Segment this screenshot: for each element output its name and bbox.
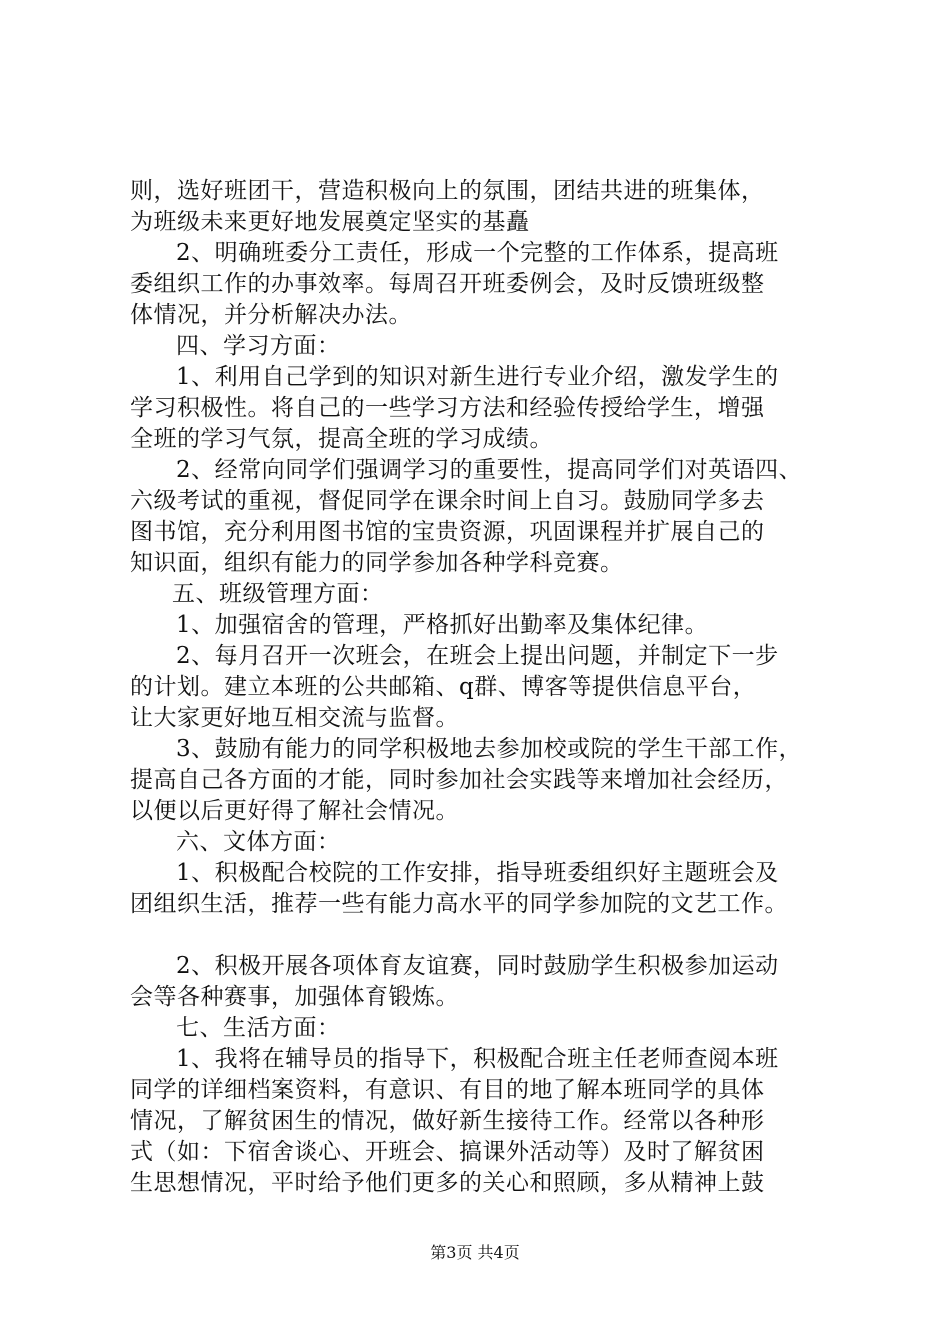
text-line: 为班级未来更好地发展奠定坚实的基矗 — [130, 209, 530, 235]
text-line: 1、我将在辅导员的指导下，积极配合班主任老师查阅本班 — [176, 1046, 779, 1072]
text-line: 生思想情况，平时给予他们更多的关心和照顾，多从精神上鼓 — [130, 1170, 765, 1196]
text-line: 则，选好班团干，营造积极向上的氛围，团结共进的班集体， — [130, 178, 765, 204]
text-line: 委组织工作的办事效率。每周召开班委例会，及时反馈班级整 — [130, 271, 765, 297]
text-line: 六级考试的重视，督促同学在课余时间上自习。鼓励同学多去 — [130, 488, 765, 514]
text-line: 团组织生活，推荐一些有能力高水平的同学参加院的文艺工作。 — [130, 891, 788, 917]
text-line: 1、积极配合校院的工作安排，指导班委组织好主题班会及 — [176, 860, 779, 886]
text-line: 2、明确班委分工责任，形成一个完整的工作体系，提高班 — [176, 240, 779, 266]
section-heading: 五、班级管理方面： — [172, 581, 384, 607]
text-line: 情况，了解贫困生的情况，做好新生接待工作。经常以各种形 — [130, 1108, 765, 1134]
page-number-footer: 第3页 共4页 — [430, 1243, 520, 1262]
text-line: 2、积极开展各项体育友谊赛，同时鼓励学生积极参加运动 — [176, 953, 779, 979]
text-line: 学习积极性。将自己的一些学习方法和经验传授给学生，增强 — [130, 395, 765, 421]
text-line: 3、鼓励有能力的同学积极地去参加校或院的学生干部工作， — [176, 736, 803, 762]
text-line: 1、利用自己学到的知识对新生进行专业介绍，激发学生的 — [176, 364, 779, 390]
text-line: 知识面，组织有能力的同学参加各种学科竞赛。 — [130, 550, 624, 576]
text-line: 让大家更好地互相交流与监督。 — [130, 705, 459, 731]
text-line: 体情况，并分析解决办法。 — [130, 302, 412, 328]
text-line: 图书馆，充分利用图书馆的宝贵资源，巩固课程并扩展自己的 — [130, 519, 765, 545]
document-body — [130, 176, 835, 1199]
text-line: 提高自己各方面的才能，同时参加社会实践等来增加社会经历， — [130, 767, 788, 793]
text-line: 会等各种赛事，加强体育锻炼。 — [130, 984, 459, 1010]
text-line: 同学的详细档案资料，有意识、有目的地了解本班同学的具体 — [130, 1077, 765, 1103]
section-heading: 四、学习方面： — [176, 333, 341, 359]
text-line: 全班的学习气氛，提高全班的学习成绩。 — [130, 426, 553, 452]
text-line: 的计划。建立本班的公共邮箱、q群、博客等提供信息平台， — [130, 674, 757, 700]
section-heading: 七、生活方面： — [176, 1015, 341, 1041]
text-line: 式（如：下宿舍谈心、开班会、搞课外活动等）及时了解贫困 — [130, 1139, 765, 1165]
text-line: 1、加强宿舍的管理，严格抓好出勤率及集体纪律。 — [176, 612, 709, 638]
text-line: 2、经常向同学们强调学习的重要性，提高同学们对英语四、 — [176, 457, 803, 483]
blank-line — [130, 920, 835, 951]
text-line: 2、每月召开一次班会，在班会上提出问题，并制定下一步 — [176, 643, 779, 669]
section-heading: 六、文体方面： — [176, 829, 341, 855]
text-line: 以便以后更好得了解社会情况。 — [130, 798, 459, 824]
